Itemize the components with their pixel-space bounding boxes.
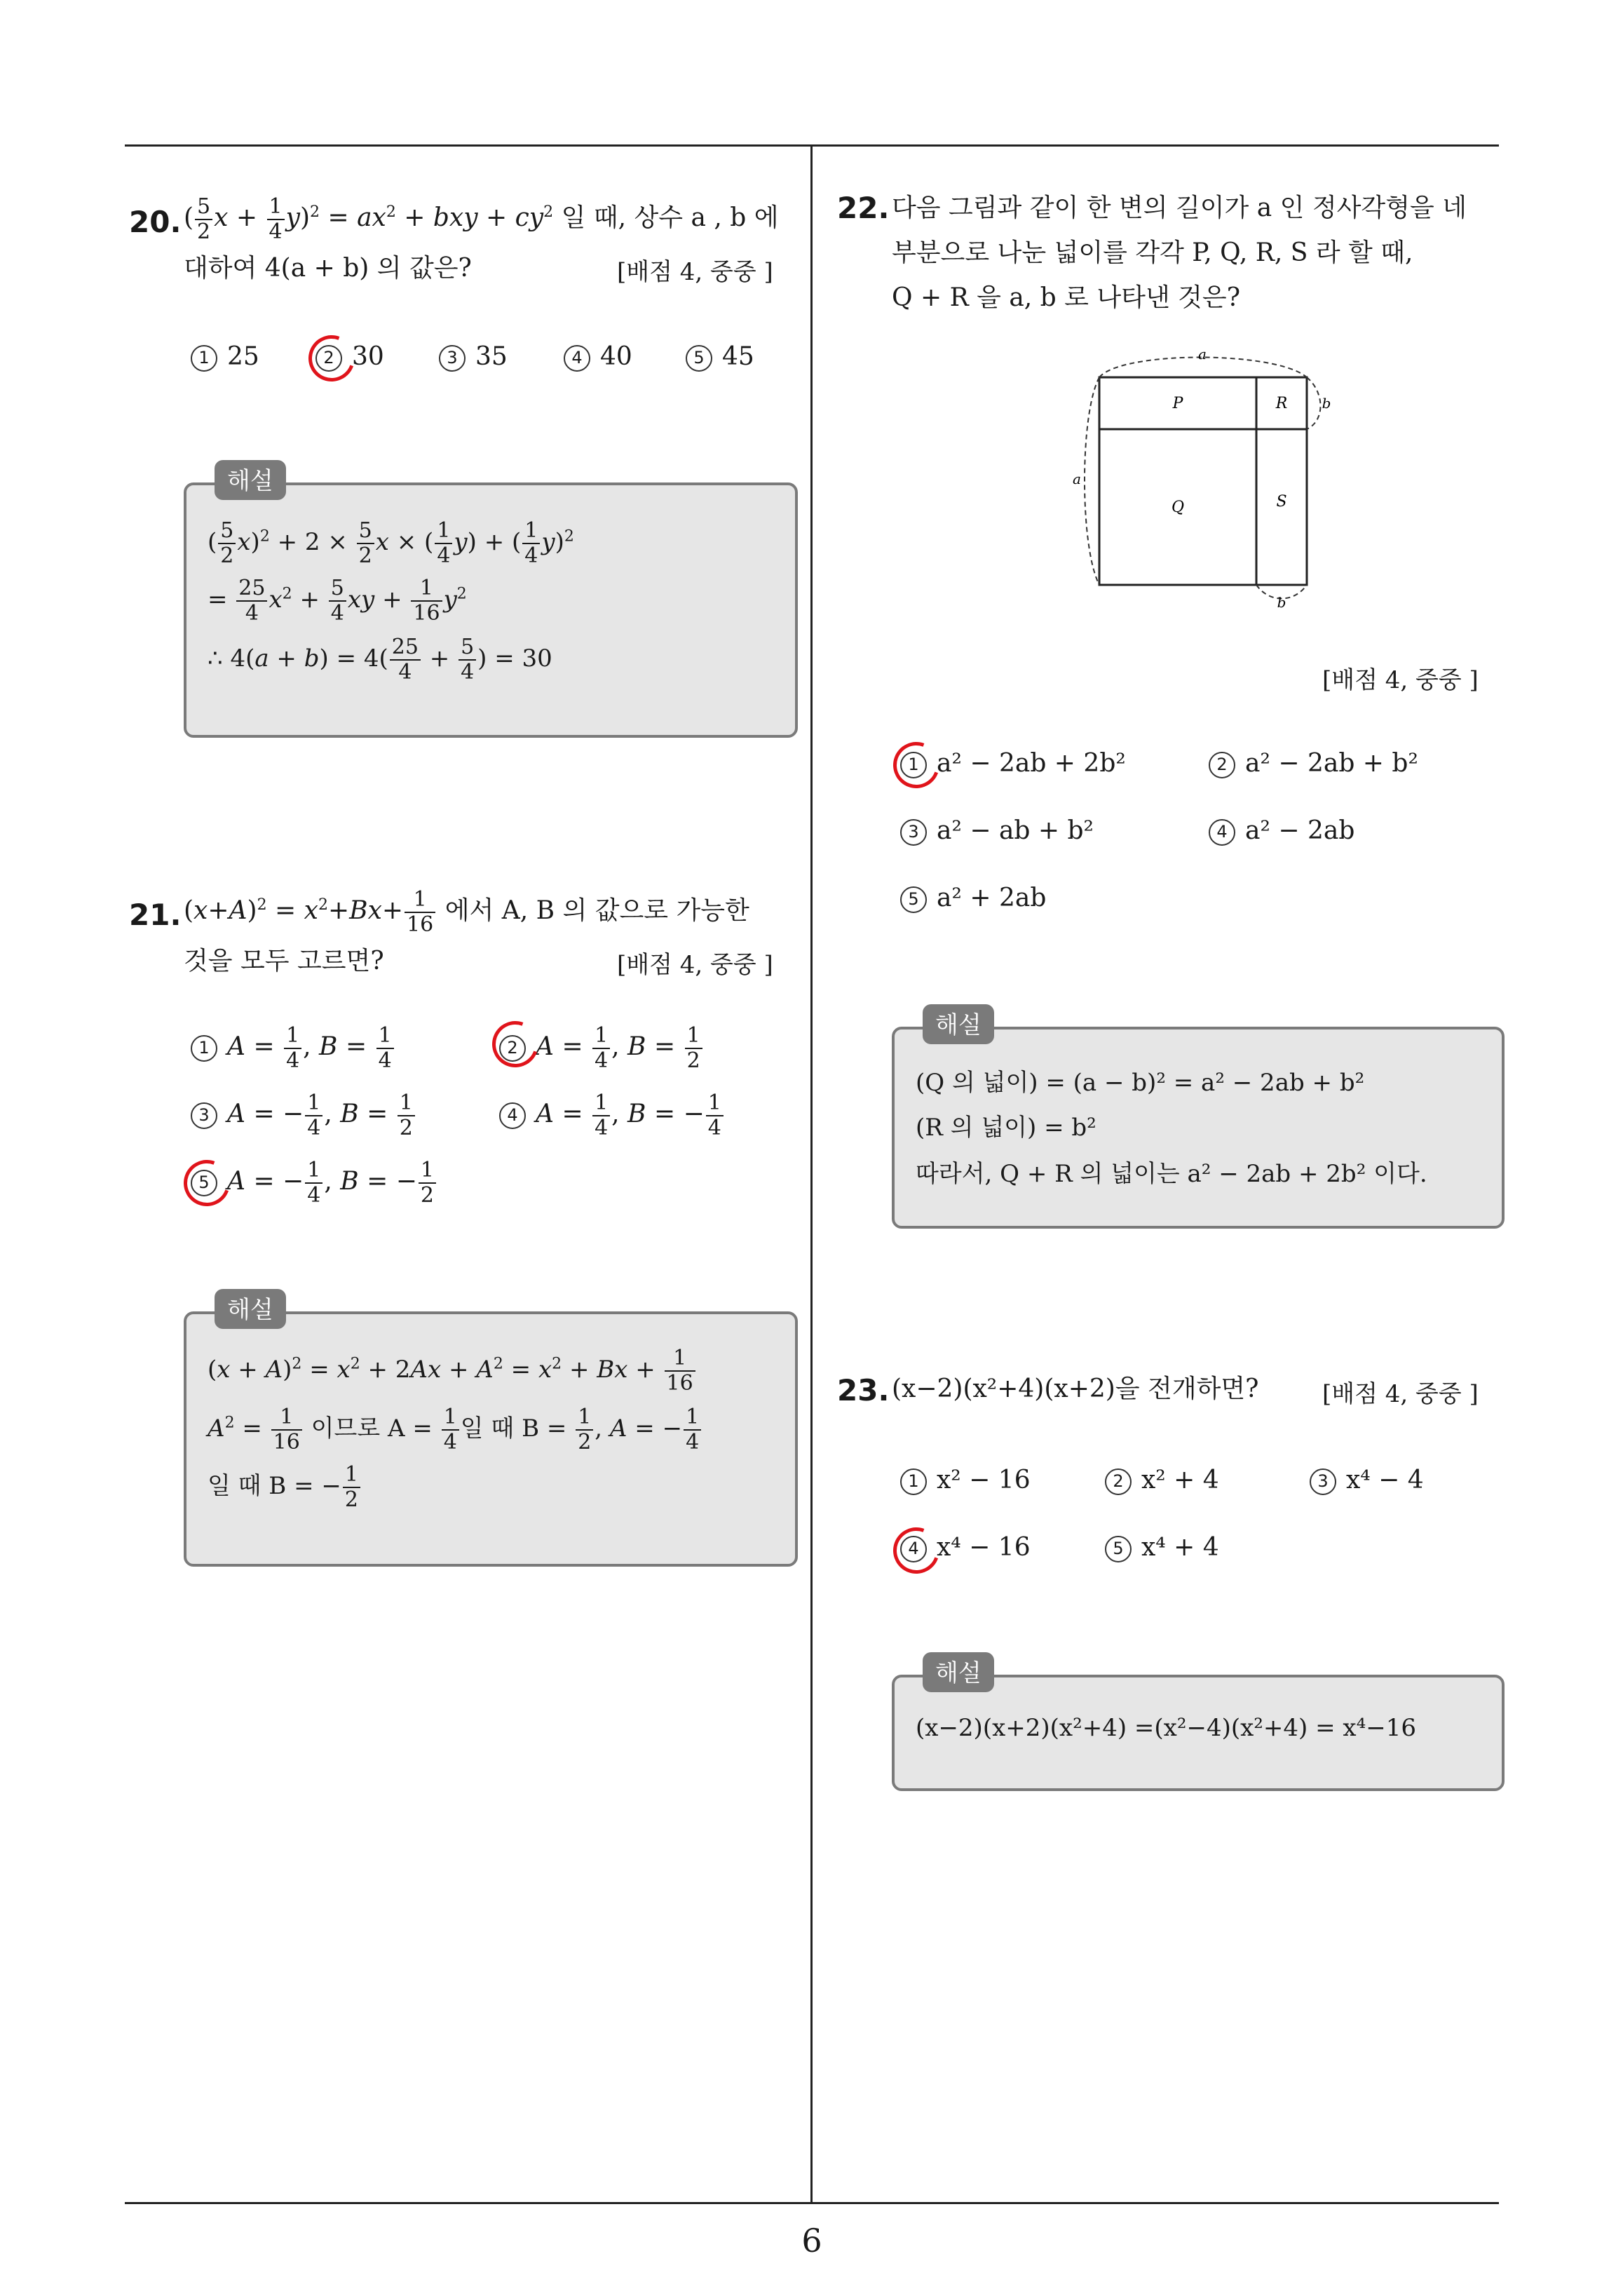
- circled-1-icon: 1: [191, 345, 217, 372]
- q21-option-2[interactable]: 2 A = $\frac{1}{4}$ , B = $\frac{1}{2}$: [499, 1024, 704, 1073]
- q20-option-3[interactable]: 3 35: [439, 342, 508, 372]
- q22-text-line2: 부분으로 나눈 넓이를 각각 P, Q, R, S 라 할 때,: [892, 238, 1413, 267]
- q20-option-4[interactable]: 4 40: [564, 342, 632, 372]
- q21-solution-label: 해설: [215, 1289, 286, 1329]
- q22-square-figure: [1066, 344, 1346, 617]
- circled-5-icon: 5: [191, 1170, 217, 1196]
- answer-mark-icon: [301, 327, 362, 389]
- q20-text-end: 일 때, 상수 a , b 에: [561, 203, 779, 232]
- q20-solution-line2: = $\frac{25}{4}$ $x^2$ + $\frac{5}{4}$ xy + $\frac{1}{16}$ $y^2$: [208, 576, 467, 626]
- q20-solution-label: 해설: [215, 460, 286, 500]
- q23-text: (x−2)(x²+4)(x+2)을 전개하면?: [892, 1375, 1259, 1403]
- circled-2-icon: 2: [1105, 1468, 1132, 1495]
- q23-option-2[interactable]: 2 x² + 4: [1105, 1466, 1219, 1495]
- circled-2-icon: 2: [315, 345, 342, 372]
- circled-3-icon: 3: [191, 1102, 217, 1129]
- circled-3-icon: 3: [900, 819, 927, 846]
- q20-option-2[interactable]: 2 30: [315, 342, 384, 372]
- q22-option-5[interactable]: 5 a² + 2ab: [900, 884, 1046, 913]
- q21-solution-line3: 일 때 B = − $\frac{1}{2}$: [208, 1463, 362, 1512]
- q21-text-line1: $(x+A)^2 = x^2+Bx+$ $\frac{1}{16}$ 에서 A, B 의 값으로 가능한: [184, 887, 749, 937]
- column-divider: [810, 144, 813, 2204]
- q23-meta: [배점 4, 중중 ]: [1322, 1380, 1479, 1408]
- q22-text-line1: 다음 그림과 같이 한 변의 길이가 a 인 정사각형을 네: [892, 194, 1467, 222]
- q21-option-4[interactable]: 4 A = $\frac{1}{4}$ , B = − $\frac{1}{4}$: [499, 1091, 725, 1140]
- q21-number: 21.: [129, 898, 182, 932]
- q20-option-5[interactable]: 5 45: [686, 342, 754, 372]
- fig-label-p: P: [1172, 395, 1183, 412]
- circled-5-icon: 5: [1105, 1536, 1132, 1562]
- q23-number: 23.: [837, 1373, 890, 1407]
- q23-option-5[interactable]: 5 x⁴ + 4: [1105, 1533, 1219, 1562]
- q20-solution-line3: ∴ 4(a + b) = 4( $\frac{25}{4}$ + $\frac{5}{4}$ ) = 30: [208, 635, 552, 684]
- q20-meta: [배점 4, 중중 ]: [617, 258, 773, 286]
- answer-mark-icon: [885, 734, 947, 796]
- bottom-rule: [125, 2202, 1499, 2204]
- circled-5-icon: 5: [686, 345, 712, 372]
- fig-label-r: R: [1275, 395, 1288, 412]
- circled-3-icon: 3: [1310, 1468, 1336, 1495]
- circled-1-icon: 1: [900, 752, 927, 778]
- q21-option-5[interactable]: 5 A = − $\frac{1}{4}$ , B = − $\frac{1}{2}$: [191, 1159, 437, 1208]
- circled-1-icon: 1: [900, 1468, 927, 1495]
- page-number: 6: [801, 2222, 822, 2260]
- circled-4-icon: 4: [900, 1536, 927, 1562]
- q22-option-2[interactable]: 2 a² − 2ab + b²: [1209, 749, 1418, 778]
- q23-option-1[interactable]: 1 x² − 16: [900, 1466, 1031, 1495]
- q23-solution-label: 해설: [923, 1652, 994, 1692]
- q22-solution-label: 해설: [923, 1004, 994, 1044]
- q23-solution-line1: (x−2)(x+2)(x²+4) =(x²−4)(x²+4) = x⁴−16: [916, 1714, 1416, 1742]
- q20-text-line1: ( $\frac{5}{2}$ x + $\frac{1}{4}$ $y)^2 = ax^2$ + bxy + $cy^2$ 일 때, 상수 a , b 에: [184, 194, 779, 244]
- circled-2-icon: 2: [499, 1035, 526, 1062]
- circled-1-icon: 1: [191, 1035, 217, 1062]
- q20-number: 20.: [129, 205, 182, 239]
- q21-solution-line2: $A^2$ = $\frac{1}{16}$ 이므로 A = $\frac{1}{4}$ 일 때 B = $\frac{1}{2}$ , A = − $\frac{1}{4}$: [208, 1405, 702, 1454]
- q22-text-line3: Q + R 을 a, b 로 나타낸 것은?: [892, 283, 1241, 312]
- circled-3-icon: 3: [439, 345, 466, 372]
- q22-solution-line1: (Q 의 넓이) = (a − b)² = a² − 2ab + b²: [916, 1069, 1365, 1097]
- fig-label-q: Q: [1171, 499, 1185, 516]
- fig-label-b-right: b: [1322, 395, 1331, 412]
- fig-label-a-left: a: [1073, 471, 1081, 487]
- q22-option-1[interactable]: 1 a² − 2ab + 2b²: [900, 749, 1126, 778]
- fig-label-s: S: [1276, 493, 1287, 511]
- q21-option-1[interactable]: 1 A = $\frac{1}{4}$ , B = $\frac{1}{4}$: [191, 1024, 395, 1073]
- fig-label-b-bottom: b: [1277, 594, 1286, 611]
- q22-solution-line3: 따라서, Q + R 의 넓이는 a² − 2ab + 2b² 이다.: [916, 1160, 1427, 1188]
- q21-meta: [배점 4, 중중 ]: [617, 951, 773, 979]
- circled-4-icon: 4: [499, 1102, 526, 1129]
- q21-option-3[interactable]: 3 A = − $\frac{1}{4}$ , B = $\frac{1}{2}$: [191, 1091, 416, 1140]
- q20-solution-line1: ( $\frac{5}{2}$ x)$^2$ + 2 × $\frac{5}{2}$ x × ( $\frac{1}{4}$ y) + ( $\frac{1}{4}$ y)$^2$: [208, 518, 574, 568]
- q21-solution-line1: $(x + A)^2 = x^2 + 2Ax + A^2 = x^2 + Bx$ + $\frac{1}{16}$: [208, 1346, 697, 1396]
- circled-4-icon: 4: [1209, 819, 1235, 846]
- q22-meta: [배점 4, 중중 ]: [1322, 666, 1479, 694]
- q22-number: 22.: [837, 191, 890, 225]
- circled-2-icon: 2: [1209, 752, 1235, 778]
- q20-text-line2: 대하여 4(a + b) 의 값은?: [184, 254, 472, 283]
- circled-4-icon: 4: [564, 345, 590, 372]
- answer-mark-icon: [885, 1520, 947, 1581]
- q22-option-4[interactable]: 4 a² − 2ab: [1209, 816, 1354, 846]
- q21-text-line2: 것을 모두 고르면?: [184, 947, 384, 975]
- q23-option-3[interactable]: 3 x⁴ − 4: [1310, 1466, 1424, 1495]
- q21-text-mid: 에서 A, B 의 값으로 가능한: [444, 896, 749, 925]
- q20-option-1[interactable]: 1 25: [191, 342, 259, 372]
- q22-option-3[interactable]: 3 a² − ab + b²: [900, 816, 1094, 846]
- fig-label-a-top: a: [1198, 346, 1207, 363]
- circled-5-icon: 5: [900, 886, 927, 913]
- q22-solution-line2: (R 의 넓이) = b²: [916, 1114, 1096, 1142]
- q23-option-4[interactable]: 4 x⁴ − 16: [900, 1533, 1031, 1562]
